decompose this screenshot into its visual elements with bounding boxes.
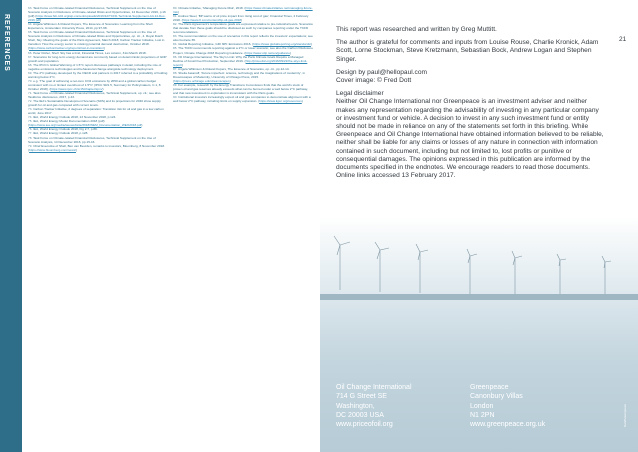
reference-number: 68. (28, 62, 33, 67)
city: Washington, (336, 402, 375, 410)
reference-tail: ) (310, 42, 312, 47)
website-link[interactable]: www.greenpeace.org.uk (470, 421, 546, 429)
reference-tail: ) (40, 18, 42, 23)
reference-text: Carbon Tracker Initiative, 2 degrees of separation: Transition risk for oil and gas in a low carbon world, June 2017. (28, 107, 164, 116)
reference-number: 78. (28, 135, 33, 140)
design-credit: Design by paul@hellopaul.com (336, 68, 427, 76)
reference-link[interactable]: https://www.climateinitiative.net/managing-future-risk (173, 6, 313, 15)
reference-link[interactable]: https://www.iigcc.org/resources (259, 99, 302, 104)
author-credit: This report was researched and written by Greg Muttitt. (336, 26, 497, 33)
reference-entry (28, 30, 168, 50)
reference-entry (28, 119, 168, 127)
reference-entry (173, 95, 313, 103)
address-oil-change (336, 383, 412, 429)
reference-number: 90. (173, 95, 178, 100)
legal-heading: Legal disclaimer (336, 90, 384, 98)
reference-entry (173, 55, 313, 67)
reference-link[interactable]: https://www.fsb-tcfd.org/wp-content/uploads/2016/12/TCFD-Technical-Supplement-A4-14-Dec-2016.pdf (28, 14, 166, 23)
reference-number: 64. (28, 22, 33, 27)
reference-link[interactable]: https://www.cdp.net/en/guidance (245, 50, 290, 55)
org-name: Oil Change International (336, 384, 412, 391)
reference-text: IEA, World Energy Outlook 2018, p.128. (33, 131, 89, 136)
reference-text: Oil Change International, The Sky's Limit: Why the Paris Climate Goals Require a Managed Decline of Fossil Fuel Production, September 2016. ( (173, 54, 304, 63)
reference-tail: ) (301, 99, 303, 104)
acknowledgements: The author is grateful for comments and inputs from Louise Rouse, Charlie Kronick, Adam Scott, Lorne Stockman, Steve Kretzmann, Sebastian Bock, Andrew Logan and Stephen Singer. (336, 39, 599, 63)
reference-entry (28, 107, 168, 115)
reference-number: 88. (173, 70, 178, 75)
reference-number: 67. (28, 54, 33, 59)
reference-number: 66. (28, 50, 33, 55)
legal-disclaimer: Neither Oil Change International nor Greenpeace is an investment adviser and neither makes any representation regarding the advisability of investing in any particular company or investment fund or vehicle. A decision to invest in any such investment fund or entity should not be made in reliance on any of the statements set forth in this briefing. While Greenpeace and Oil Change International have obtained information believed to be reliable, neither shall be liable for any claims or losses of any nature in connection with information contained in such document, including but not limited to, lost profits or punitive or consequential damages. The opinions expressed in this publication are informed by the documents specified in the endnotes. We encourage readers to read those documents. Online links accessed 13 February 2017. (336, 98, 604, 180)
reference-text: Angela Wilkinson & Roland Kupers, The Essence of Scenarios, op. cit., pp.12-14. (178, 66, 290, 71)
reference-tail: ) (289, 50, 291, 55)
reference-number: 75. (28, 119, 33, 124)
reference-text: Peter Fisher, Shell: Sky has a limit, Financial Times, Lex column, 31st March 2018. (33, 50, 147, 55)
reference-text: The IPCC's Global Warming of 1.5°C report discusses pathways in detail, including the role of negative emissions technologies and behavioural change alongside technology deployment. (28, 62, 162, 71)
reference-entry (173, 71, 313, 83)
reference-number: 74. (28, 115, 33, 120)
reference-text: The TCFD recommends reporting against a 2°C or lower scenario; see also the Carbon Disclosure Project, Climate Change 2018 Reporting Guidance. ( (173, 46, 313, 55)
references-column-left (28, 6, 168, 152)
reference-number: 73. (28, 107, 33, 112)
reference-number: 63. (28, 6, 33, 10)
reference-tail: ) (75, 147, 78, 152)
reference-entry (28, 79, 168, 91)
reference-link[interactable]: https://www.carbontracker.org/reports/lost-in-transition/ (29, 46, 104, 51)
street: 714 G Street SE (336, 393, 387, 401)
reference-number: 83. (173, 34, 178, 39)
reference-link[interactable]: https://www.iea.org/media/weowebsite/2018/WEM_Documentation_WEO2018.pdf (29, 123, 142, 128)
reference-tail: ) (103, 46, 105, 51)
reference-number: 65. (28, 30, 33, 35)
reference-link[interactable]: https://www.bloomberg.com/news/ (29, 147, 76, 152)
reference-entry (173, 46, 313, 54)
reference-number: 70. (28, 78, 33, 83)
reference-entry (28, 22, 168, 30)
reference-entry (173, 34, 313, 42)
reference-link[interactable]: https://press.uchicago.edu/dreamscapes (174, 78, 230, 83)
reference-text: The IEA's Sustainable Development Scenario (SDS) and its projections for 2040 show supply growth for oil and gas compared with current levels. (28, 99, 161, 108)
reference-text: IEA, World Energy Model Documentation 2018 (pdf) ( (28, 119, 105, 128)
reference-text: Institutional investors increasingly expect oil and gas companies to demonstrate alignment with a well below 2°C pathway, including limits on supply expansion. ( (173, 95, 311, 104)
reference-text: Sheila Jasanoff, 'Future imperfect: science, technology and the imaginations of modernity', in Dreamscapes of Modernity, University of Chicago Press, 2015. ( (173, 70, 306, 83)
reference-tail: ) (102, 86, 104, 91)
photo-credit: Dott/Greenpeace (623, 404, 627, 427)
reference-tail: ) (229, 78, 231, 83)
reference-number: 80. (173, 6, 178, 10)
reference-entry (28, 6, 168, 22)
reference-text: Global Reporting Initiative, GRI 305: Emissions 2016. ( (178, 42, 254, 47)
reference-number: 76. (28, 127, 33, 132)
reference-link[interactable]: http://priceofoil.org/2016/09/22/the-skys-limit-report/ (173, 58, 308, 67)
reference-entry (173, 6, 313, 14)
reference-number: 71. (28, 90, 33, 95)
reference-text: Climate Initiative, 'Managing Future Risk', 2018. ( (178, 6, 246, 10)
reference-text: e.g. 'The goal of achieving a net-zero CO2 emissions by 2050 and a global carbon budget consistent with no or limited overshoot of 1.5°C' (IPCC SR1.5, Summary for Policymakers, C.1, 8 October 2018). ( (28, 78, 161, 91)
reference-number: 89. (173, 82, 178, 87)
sidebar-label: REFERENCES (3, 14, 10, 72)
references-column-right (173, 6, 313, 103)
reference-text: IEA, World Energy Outlook 2018, 13 November 2018, p.124. (33, 115, 117, 120)
reference-number: 79. (28, 143, 33, 148)
cover-credit: Cover image: © Fred Dott (336, 77, 412, 85)
reference-text: Task Force on Climate-related Financial Disclosures, Technical Supplement, op. cit.; see also Taskforce disclosures, 2017, p.43. (28, 90, 161, 100)
reference-entry (28, 91, 168, 99)
references-sidebar (0, 0, 22, 452)
reference-entry (173, 22, 313, 34)
reference-text: Andrew Steel, 'BP warns of oil price impact from rising cost of gas', Financial Times, 2 February 2018. ( (173, 14, 309, 23)
reference-entry (173, 83, 313, 95)
reference-number: 85. (173, 46, 178, 51)
page-number: 21 (619, 36, 627, 43)
reference-entry (28, 55, 168, 63)
website-link[interactable]: www.priceofoil.org (336, 421, 393, 429)
reference-number: 82. (173, 22, 178, 27)
reference-link[interactable]: https://www.ft.com/content/bp-oil-gas-2018 (182, 18, 242, 23)
credits-and-disclaimer (336, 26, 606, 185)
reference-text: Task Force on Climate-related Financial Disclosures, Technical Supplement on the Use of Scenario Analysis in Disclosure of Climate-related Risks and Opportunities, 14 December 2016, p.16 (pdf) ( (28, 6, 166, 19)
reference-text: IEA, World Energy Outlook 2018, Fig 2.7, p.89. (33, 127, 98, 132)
reference-entry (28, 99, 168, 107)
address-greenpeace (470, 383, 545, 429)
reference-text: Task Force on Climate-related Financial Disclosures, Technical Supplement on the Use of Scenario Analysis in Disclosure of Climate-related Risks and Opportunities, op. cit., 4. Royal Dutch Shell, Sky: Meeting the goals of the Paris Agreement, March 2018; Carbon Tracker Initiative, Lost in transition: How the energy sector is missing potential demand destruction, October 2018. ( (28, 30, 165, 51)
reference-number: 77. (28, 131, 33, 136)
reference-tail: ) (141, 123, 143, 128)
reference-number: 72. (28, 99, 33, 104)
reference-number: 81. (173, 14, 178, 19)
reference-link[interactable]: https://www.globalreporting.org/standards/ (253, 42, 311, 47)
reference-number: 86. (173, 54, 178, 59)
reference-number: 87. (173, 66, 178, 71)
reference-tail: ) (241, 18, 243, 23)
reference-text: The Paris Agreement's temperature goals are expressed relative to pre-industrial levels. Scenarios that deviate from these goals should be disclosed as such by companies reporting under the TCFD recommendations. (173, 22, 313, 35)
wind-turbines-illustration (320, 190, 638, 300)
reference-entry (28, 136, 168, 144)
postcode: DC 20003 USA (336, 411, 384, 419)
reference-entry (28, 71, 168, 79)
street: Canonbury Villas (470, 393, 523, 401)
reference-entry (28, 144, 168, 152)
reference-link[interactable]: https://www.ipcc.ch/sr15/chapter/spm/ (50, 86, 103, 91)
reference-entry (28, 63, 168, 71)
postcode: N1 2PN (470, 411, 495, 419)
reference-number: 69. (28, 70, 33, 75)
reference-tail: ) (177, 10, 179, 15)
reference-text: Task Force on Climate-related Financial Disclosures, Technical Supplement on the Use of Scenario Analysis, 14 December 2016, pp.15-16. (28, 135, 156, 144)
reference-text: Chief Executive of Shell, Ben van Beurden, remarks to investors, Bloomberg, 8 November 2018. ( (28, 143, 165, 152)
reference-text: The recommendation on the use of scenarios in this report reflects the investors' expectations; see also footnote 65. (173, 34, 313, 43)
reference-text: Scenarios for long-term energy demand are commonly based on deterministic projections of GDP growth and population. (28, 54, 167, 63)
reference-number: 84. (173, 42, 178, 47)
city: London (470, 402, 494, 410)
reference-text: Angela Wilkinson & Roland Kupers, The Essence of Scenarios: Learning from the Shell Experience, Amsterdam University Press, 2014, pp.97-98. (28, 22, 153, 31)
reference-tail: ) (181, 62, 183, 67)
reference-entry (173, 14, 313, 22)
org-name: Greenpeace (470, 384, 509, 391)
reference-text: For example, research by the Energy Transitions Commission finds that the world's stock of proven oil and gas reserves already exceeds what can be burned under a well below 2°C pathway, and that new investment in exploration is inconsistent with the Paris goals. (173, 82, 308, 95)
reference-text: The 2°C pathway developed by the OECD and partners in 2017 referred to a probability of holding warming below 2°C. (28, 70, 168, 79)
